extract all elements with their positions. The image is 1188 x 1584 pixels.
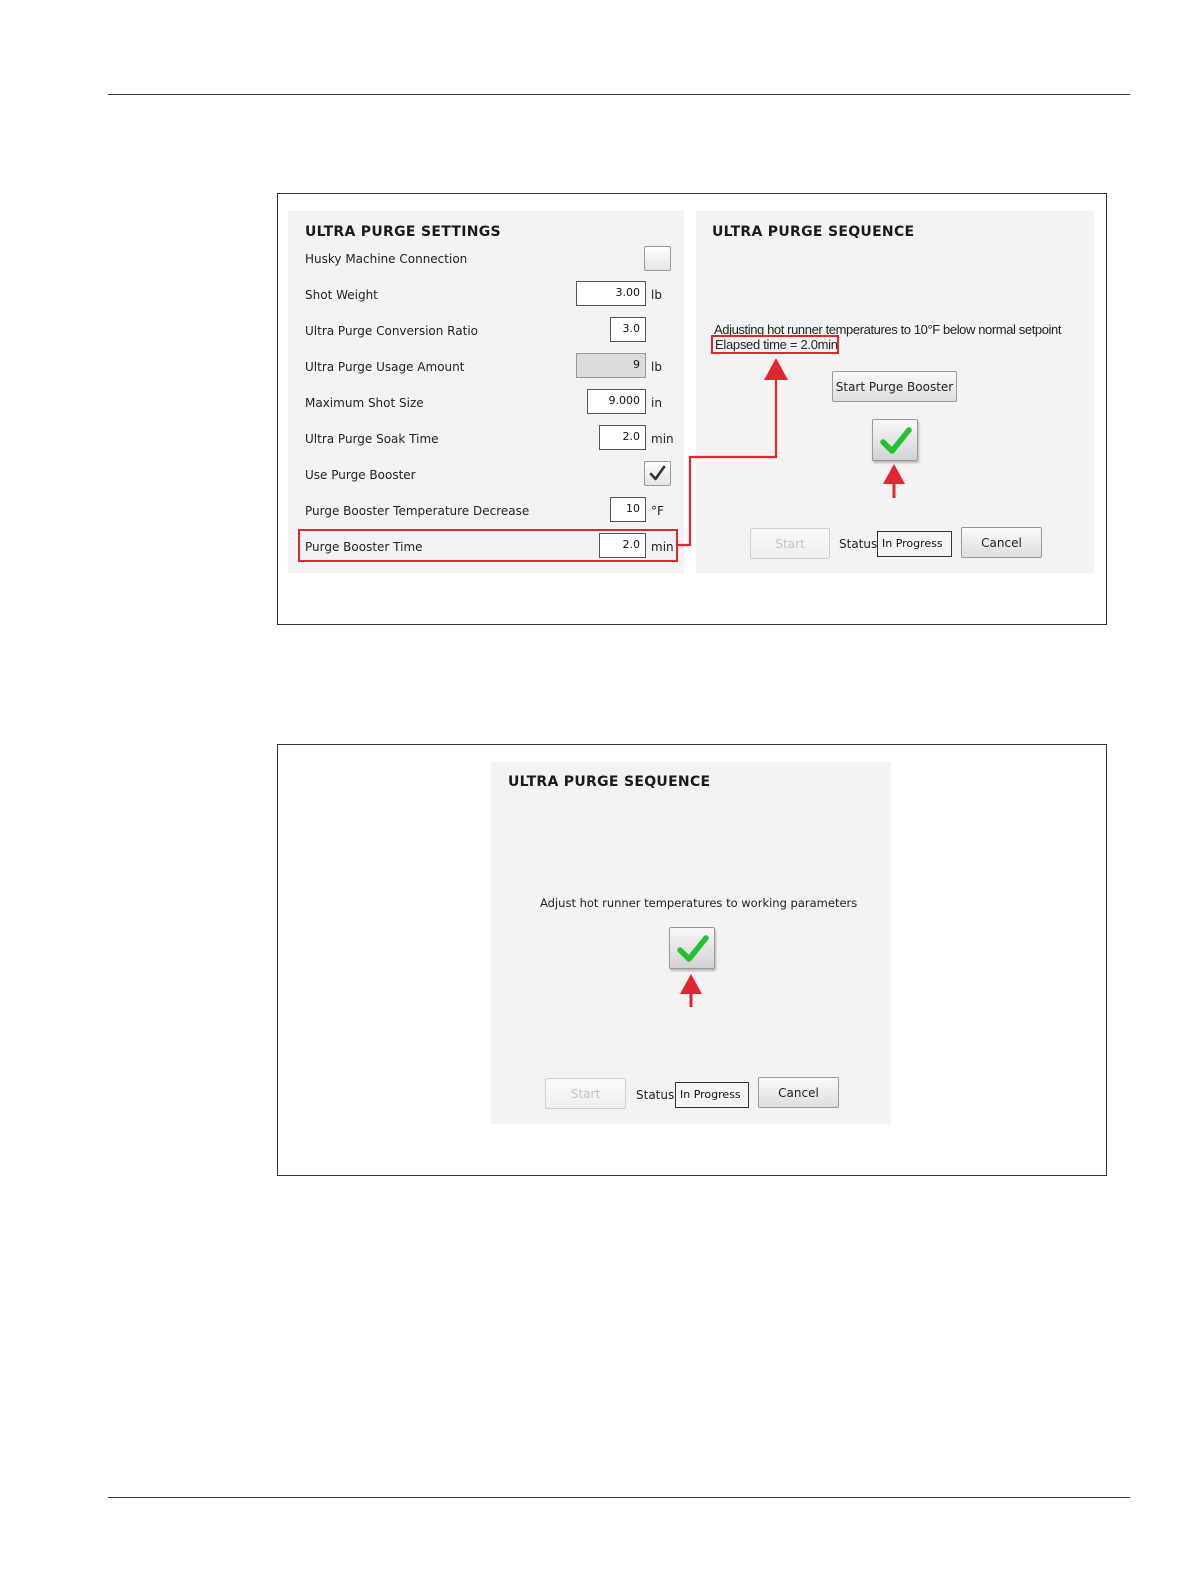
temp-decrease-input[interactable]: 10 bbox=[610, 497, 646, 522]
status-label: Status bbox=[839, 537, 878, 551]
status-label-2: Status bbox=[636, 1088, 675, 1102]
soak-time-label: Ultra Purge Soak Time bbox=[305, 432, 439, 446]
max-shot-size-input[interactable]: 9.000 bbox=[587, 389, 646, 414]
start-button-2[interactable]: Start bbox=[545, 1078, 626, 1109]
sequence-title: ULTRA PURGE SEQUENCE bbox=[712, 224, 915, 240]
elapsed-time-text: Elapsed time = 2.0min bbox=[715, 337, 838, 352]
soak-time-input[interactable]: 2.0 bbox=[599, 425, 646, 450]
shot-weight-label: Shot Weight bbox=[305, 288, 378, 302]
temp-decrease-unit: °F bbox=[651, 504, 664, 518]
shot-weight-unit: lb bbox=[651, 288, 662, 302]
temp-decrease-label: Purge Booster Temperature Decrease bbox=[305, 504, 530, 518]
soak-time-unit: min bbox=[651, 432, 674, 446]
conversion-ratio-label: Ultra Purge Conversion Ratio bbox=[305, 324, 478, 338]
cancel-button-2[interactable]: Cancel bbox=[758, 1077, 839, 1108]
booster-time-input[interactable]: 2.0 bbox=[599, 533, 646, 558]
sequence-message-2: Adjust hot runner temperatures to working parameters bbox=[540, 896, 858, 910]
ok-arrowhead-icon-2 bbox=[680, 974, 702, 994]
use-purge-booster-label: Use Purge Booster bbox=[305, 468, 416, 482]
status-value: In Progress bbox=[877, 531, 952, 557]
usage-amount-readout: 9 bbox=[576, 353, 646, 378]
settings-title: ULTRA PURGE SETTINGS bbox=[305, 224, 501, 240]
start-button[interactable]: Start bbox=[750, 528, 830, 559]
booster-time-unit: min bbox=[651, 540, 674, 554]
usage-amount-unit: lb bbox=[651, 360, 662, 374]
conversion-ratio-input[interactable]: 3.0 bbox=[610, 317, 646, 342]
max-shot-size-unit: in bbox=[651, 396, 662, 410]
booster-time-label: Purge Booster Time bbox=[305, 540, 423, 554]
status-value-2: In Progress bbox=[675, 1082, 749, 1108]
sequence-title-2: ULTRA PURGE SEQUENCE bbox=[508, 774, 711, 790]
max-shot-size-label: Maximum Shot Size bbox=[305, 396, 424, 410]
shot-weight-input[interactable]: 3.00 bbox=[576, 281, 646, 306]
cancel-button[interactable]: Cancel bbox=[961, 527, 1042, 558]
start-purge-booster-button[interactable]: Start Purge Booster bbox=[832, 371, 957, 402]
sequence-message: Adjusting hot runner temperatures to 10°F below normal setpoint bbox=[714, 322, 1062, 337]
husky-connection-label: Husky Machine Connection bbox=[305, 252, 468, 266]
usage-amount-label: Ultra Purge Usage Amount bbox=[305, 360, 465, 374]
